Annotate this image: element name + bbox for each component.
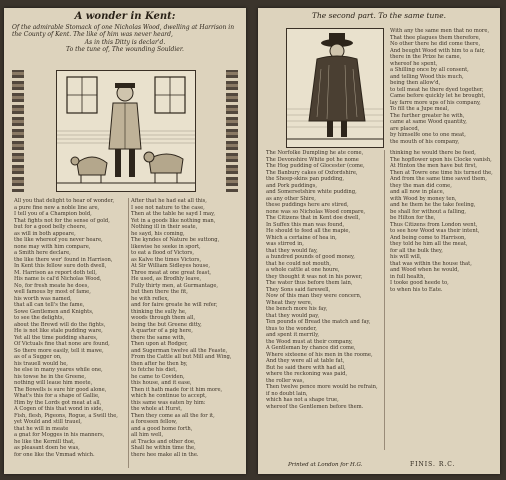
- verse-line: The kyndes of Nature be suttong,: [131, 237, 220, 243]
- verse-line: a pure fine new a noble line are,: [14, 204, 100, 211]
- verse-line: At Hinton the men have but first,: [390, 163, 478, 169]
- verse-line: the like there wer' found in Harrison,: [14, 256, 113, 263]
- intro-line-1: Of the admirable Stomack of one Nicholas Wood, dwelling at Harrison in the County of Kent. The like of him was never heard,: [12, 24, 235, 39]
- ornament-border-right: [226, 70, 238, 192]
- verse-line: and Wood when he would,: [390, 267, 460, 273]
- verse-line: and Pork puddings,: [266, 182, 318, 189]
- verse-line: he came to Coviden,: [131, 373, 185, 380]
- verse-line: He should to feed all the mapie,: [266, 228, 351, 234]
- verse-line: Of Victuals fine that none are found,: [14, 341, 110, 347]
- verse-line: came at same Wood quantity,: [390, 119, 467, 125]
- finis-mark: FINIS. R.C.: [410, 461, 456, 468]
- verse-line: Then at Towre one time his turned the,: [390, 169, 493, 176]
- verse-line: he like the Kernill that,: [14, 438, 75, 445]
- verse-line: by himselfe one to one meat,: [390, 132, 466, 138]
- verse-line: that he will in meate: [14, 425, 69, 432]
- ballad-intro: [12, 24, 238, 54]
- verse-line: That fights not for the sense of gold,: [14, 217, 110, 224]
- verse-line: with Wood by money ten,: [390, 195, 457, 202]
- verse-line: was stirred in,: [266, 241, 304, 247]
- verse-line: that they would pay,: [266, 312, 320, 319]
- verse-line: Nothing ill in their seate,: [131, 224, 198, 230]
- verse-line: to when his to Eate.: [390, 286, 443, 293]
- verse-line: His name is cal'd Nicholas Wood,: [14, 276, 102, 282]
- verse-line: the Wood must at their company,: [266, 338, 353, 345]
- verse-line: which he continue to accept,: [131, 393, 207, 399]
- woodcut-cloaked-man: [286, 28, 384, 148]
- verse-line: to see how Wood was their intent,: [390, 228, 480, 234]
- verse-line: be Hilton for the,: [390, 215, 436, 221]
- verse-line: Now of this man they were concern,: [266, 293, 362, 299]
- verse-line: Yet all the time pudding shares,: [14, 334, 98, 341]
- verse-line: none may with him compare,: [14, 243, 91, 250]
- verse-line: which has not a shape true,: [266, 397, 339, 403]
- verse-line: What's this for a shape of Gallie,: [14, 393, 100, 399]
- verse-line: none was so Nicholas Wood compare,: [266, 208, 366, 215]
- verse-line: there in the Prize he came,: [390, 54, 462, 60]
- verse-line: And they were all at table fat,: [266, 358, 345, 364]
- verse-line: From the Cattle all but Mill and Wing,: [131, 354, 232, 360]
- verse-line: well famous by most of fame,: [14, 289, 91, 295]
- verse-line: they thought it was not in his power,: [266, 273, 363, 280]
- verse-line: No other there he did come there,: [390, 41, 481, 47]
- ornament-border-left: [12, 70, 24, 192]
- verse-line: he with reflex,: [131, 295, 169, 302]
- verse-line: Then at the table he sayd I may,: [131, 211, 216, 217]
- right-page: [258, 8, 500, 474]
- right-column-2-top: [390, 28, 496, 146]
- verse-line: Which a certaine of hea in,: [266, 234, 337, 241]
- verse-line: With any the same men that no more,: [390, 28, 490, 34]
- verse-line: In Kent this fellow sure doth dwell,: [14, 263, 107, 269]
- verse-line: to fetche his diet,: [131, 367, 177, 373]
- verse-line: he else in many yeares while one,: [14, 367, 103, 373]
- verse-line: The further greater he with,: [390, 112, 465, 119]
- verse-line: All you that delight to hear of wonder,: [14, 198, 115, 204]
- verse-line: Thus Citizens from London went,: [390, 221, 478, 228]
- verse-line: A Gentleman by chance did come,: [266, 345, 356, 351]
- verse-line: about the Brewd will do the fights,: [14, 321, 106, 328]
- verse-line: the mouth of his company,: [390, 138, 460, 145]
- verse-line: then after he then by,: [131, 360, 188, 367]
- column-divider: [384, 150, 385, 450]
- verse-line: lay farre more ups of his company,: [390, 99, 481, 106]
- verse-line: No, for fresh meate he does,: [14, 282, 90, 289]
- verse-line: A quarter of a pig here,: [131, 328, 193, 334]
- verse-line: After that he had eat all this,: [131, 198, 207, 204]
- verse-line: The Devonshire White pot he nome: [266, 156, 359, 163]
- verse-line: The Hog pudding of Glocester (come,: [266, 163, 365, 169]
- verse-line: as Kalve the times Victors,: [131, 256, 202, 263]
- verse-line: Sowe Gentlemen and Knights,: [14, 308, 94, 315]
- verse-line: being then allow'd,: [390, 80, 441, 86]
- verse-line: And being come to Harrison,: [390, 234, 466, 241]
- verse-line: Wheat they were,: [266, 299, 313, 306]
- verse-line: his will will,: [390, 254, 422, 260]
- verse-line: To fill the a Jupe meal,: [390, 106, 449, 112]
- verse-line: a foreseen fellow,: [131, 419, 178, 425]
- woodcut-man-with-animals: [56, 70, 196, 192]
- verse-line: this house, and it ease,: [131, 380, 192, 386]
- intro-line-2: As in this Ditty is declar'd.: [84, 38, 166, 46]
- verse-line: he sayd, his coming,: [131, 230, 185, 237]
- verse-line: The Banbury cakes of Oxfordshire,: [266, 169, 358, 176]
- verse-line: Ten pounds of Bread the match and fay,: [266, 319, 371, 325]
- verse-line: Fish, flesh, Pigeons, Rogue, a Swill the,: [14, 412, 118, 419]
- verse-line: a gnat for Mogges in his manners,: [14, 432, 105, 438]
- verse-line: The Norfolke Dumpling he ate come,: [266, 150, 364, 156]
- verse-line: his towse he in the Greene,: [14, 373, 87, 380]
- verse-line: a hundred pounds of good money,: [266, 254, 355, 260]
- verse-line: these puddings here are stired,: [266, 202, 349, 208]
- verse-line: thinking he would there be feed,: [390, 150, 476, 156]
- verse-line: to see the delights,: [14, 315, 65, 321]
- verse-line: be shall for without a falling,: [390, 208, 467, 215]
- verse-line: But he said there with had all,: [266, 364, 346, 371]
- verse-line: Him by the Lords got meat at all,: [14, 399, 102, 406]
- verse-line: Where sixteene of his men in the roome,: [266, 351, 373, 358]
- verse-line: and spent it merrily,: [266, 332, 320, 338]
- verse-line: I tell you of a Champion bold,: [14, 211, 92, 217]
- verse-line: if no doubt lain,: [266, 390, 308, 397]
- verse-line: and a good home forth,: [131, 425, 193, 432]
- verse-line: are placed,: [390, 125, 420, 132]
- verse-line: as will in both appeare,: [14, 230, 76, 237]
- verse-line: this same was eaten by him:: [131, 399, 206, 406]
- verse-line: I see not nature to the case,: [131, 204, 205, 211]
- verse-line: a whole cattle at one houre,: [266, 267, 340, 273]
- verse-line: likewise he seeke in sport,: [131, 243, 201, 250]
- verse-line: at Tracks and other doe,: [131, 438, 196, 445]
- right-column-2: [390, 150, 496, 450]
- intro-line-3: To the tune of, The wounding Souldier.: [66, 46, 184, 54]
- verse-line: thus to the wonder,: [266, 325, 317, 332]
- left-page: [4, 8, 246, 474]
- verse-line: they the man did come,: [390, 182, 452, 189]
- verse-line: I tooke good heede to,: [390, 280, 449, 286]
- verse-line: his trauell would he,: [14, 360, 68, 367]
- verse-line: At Sir William Sidleyes house,: [131, 263, 211, 269]
- verse-line: that all can tell's the fame,: [14, 302, 85, 308]
- verse-line: a Shilling once by all consent,: [390, 67, 469, 73]
- verse-line: there hee make all in the.: [131, 451, 199, 458]
- verse-line: the bench more his fay,: [266, 306, 328, 312]
- verse-line: as pleasant doen he was,: [14, 445, 80, 451]
- verse-line: being the but Greene ditty,: [131, 321, 202, 328]
- verse-line: yet Would and still trauel,: [14, 419, 82, 425]
- verse-line: And from the same time saved them,: [390, 176, 487, 182]
- verse-line: the Sheep-skins pan pudding,: [266, 176, 345, 182]
- verse-line: The Citizens that in Kent doe dwell,: [266, 215, 361, 221]
- verse-line: and Somersetshire white pudding,: [266, 189, 357, 195]
- verse-line: They Sons said farewell,: [266, 286, 331, 293]
- right-column-1: [266, 150, 382, 450]
- verse-line: his worth was named,: [14, 295, 72, 302]
- verse-line: Then they come as all the for it,: [131, 412, 215, 419]
- verse-line: Came before quickly let he brought,: [390, 93, 486, 99]
- verse-line: He is not like stale pudding ware,: [14, 328, 103, 334]
- verse-line: to eat a flood of Victors,: [131, 250, 195, 256]
- verse-line: to tell meat he there dyed together,: [390, 86, 484, 93]
- verse-line: Yet in a goods like nothing man,: [131, 217, 216, 224]
- verse-line: Then twelve pence more would he refrain,: [266, 384, 378, 390]
- ballad-title: A wonder in Kent:: [74, 11, 176, 22]
- verse-line: as any other Shire,: [266, 195, 316, 202]
- verse-line: a Smith here declare,: [14, 250, 71, 256]
- verse-line: in full health,: [390, 273, 426, 280]
- verse-line: the whole at Hurst,: [131, 406, 182, 412]
- verse-line: nothing will leaue him meete,: [14, 380, 93, 386]
- verse-line: and for faire greate he will refer,: [131, 302, 218, 308]
- verse-line: and he them he the take feeling,: [390, 202, 476, 208]
- verse-line: but then there the fit,: [131, 289, 188, 295]
- verse-line: that was within the house that,: [390, 260, 472, 267]
- verse-line: A Cogen of this that wond in side,: [14, 406, 104, 412]
- verse-line: The Bowells is sure hir good alone,: [14, 386, 107, 393]
- second-part-header: The second part. To the same tune.: [311, 11, 447, 20]
- verse-line: there the same with,: [131, 334, 186, 341]
- verse-line: and telling Wood this much,: [390, 73, 464, 80]
- verse-line: Then upon at Rodger,: [131, 341, 188, 347]
- left-column-1: [14, 198, 126, 472]
- verse-line: The water thus before them lain,: [266, 280, 353, 286]
- verse-line: and all now in place,: [390, 189, 445, 195]
- verse-line: Then it hath made for it him more,: [131, 386, 223, 393]
- verse-line: all him well,: [131, 432, 164, 438]
- verse-line: that he could not mouth,: [266, 260, 331, 267]
- verse-line: The hopflower upon his Clocke vanish,: [390, 156, 492, 163]
- verse-line: Three meat at one great feast,: [131, 269, 212, 276]
- verse-line: In Suffex this man was found,: [266, 221, 345, 228]
- verse-line: as of a Sugger on,: [14, 354, 62, 360]
- verse-line: Shall he within time the,: [131, 445, 196, 451]
- verse-line: they told he him all the meat,: [390, 241, 468, 247]
- verse-line: the roller was,: [266, 377, 305, 384]
- verse-line: and Sugerman twelve all the Feaste,: [131, 347, 228, 354]
- verse-line: He used, as Brodhly leave,: [131, 276, 202, 282]
- imprint-line: Printed at London for H.G.: [288, 462, 363, 468]
- verse-line: but for a good belly cheere,: [14, 224, 87, 230]
- verse-line: that they would fay,: [266, 247, 318, 254]
- verse-line: Fully thirty men, at Gurmantage,: [131, 282, 219, 289]
- verse-line: the like whereof you never heare,: [14, 237, 103, 243]
- verse-line: woods through them all,: [131, 315, 196, 321]
- verse-line: whereof the Gentlemen before them.: [266, 403, 364, 410]
- verse-line: That thee plagues them therefore,: [390, 34, 481, 41]
- verse-line: thinking the sully he,: [131, 308, 187, 315]
- left-column-2: [131, 198, 241, 472]
- verse-line: M. Harrison as report doth tell,: [14, 269, 97, 276]
- verse-line: for one like the Vmmad which.: [14, 451, 95, 458]
- verse-line: So there more easily, tell it mawe,: [14, 347, 104, 354]
- verse-line: whereof he spent,: [390, 60, 438, 67]
- verse-line: where the reckoning was paid,: [266, 371, 348, 377]
- verse-line: for all the bulk they,: [390, 247, 443, 254]
- verse-line: And beught Wood with him to a fair,: [390, 47, 485, 54]
- column-divider: [128, 198, 129, 468]
